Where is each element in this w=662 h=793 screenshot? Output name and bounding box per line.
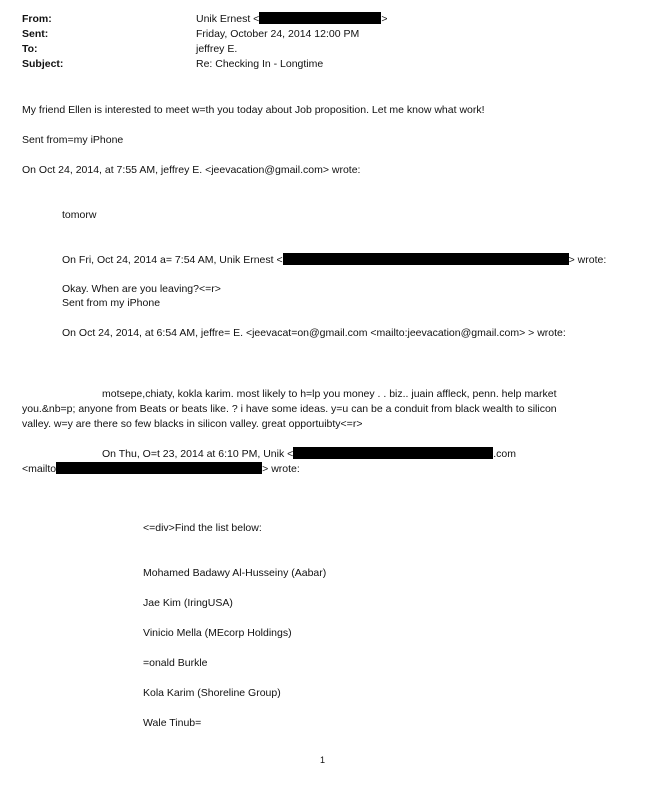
sent-from-line: Sent from=my iPhone [22, 134, 124, 146]
list-item: Vinicio Mella (MEcorp Holdings) [143, 627, 292, 639]
to-label: To: [22, 43, 38, 55]
quote-header-2-end: > wrote: [568, 254, 607, 266]
quote-header-1: On Oct 24, 2014, at 7:55 AM, jeffrey E. <jeevacation@gmail.com> wrote: [22, 164, 361, 176]
page-number: 1 [320, 755, 326, 765]
to-value: jeffrey E. [196, 43, 238, 55]
paragraph-line-2: you.&nb=p; anyone from Beats or beats like. ? i have some ideas. y=u can be a conduit from black wealth to silicon [22, 403, 557, 415]
from-bracket: > [381, 13, 388, 25]
tomorw-line: tomorw [62, 209, 97, 221]
subject-value: Re: Checking In - Longtime [196, 58, 324, 70]
from-value [196, 12, 387, 26]
list-item: Mohamed Badawy Al-Husseiny (Aabar) [143, 567, 327, 579]
redaction-bar [283, 253, 569, 265]
quote-header-4-start: On Thu, O=t 23, 2014 at 6:10 PM, Unik < [102, 448, 294, 460]
quote-header-4 [102, 447, 516, 461]
mailto-end: > wrote: [262, 463, 300, 475]
quote-header-4-end: .com [493, 448, 517, 460]
from-name: Unik Ernest < [196, 13, 260, 25]
sent-from-iphone-line: Sent from my iPhone [62, 297, 161, 309]
quote-header-3: On Oct 24, 2014, at 6:54 AM, jeffre= E. <jeevacat=on@gmail.com <mailto:jeevacation@gmail.com> > wrote: [62, 327, 566, 339]
redaction-bar [259, 12, 381, 24]
list-item: =onald Burkle [143, 657, 208, 669]
list-item: Jae Kim (IringUSA) [143, 597, 233, 609]
list-item: Kola Karim (Shoreline Group) [143, 687, 281, 699]
redaction-bar [56, 462, 262, 474]
okay-line: Okay. When are you leaving?<=r> [62, 283, 221, 295]
paragraph-line-3: valley. w=y are there so few blacks in silicon valley. great opportuibty<=r> [22, 418, 363, 430]
sent-label: Sent: [22, 28, 49, 40]
quote-header-2-start: On Fri, Oct 24, 2014 a= 7:54 AM, Unik Ernest < [62, 254, 283, 266]
mailto-start: <mailto [22, 463, 57, 475]
list-item: Wale Tinub= [143, 717, 202, 729]
quote-header-2 [62, 253, 606, 267]
from-label: From: [22, 13, 52, 25]
body-line-1: My friend Ellen is interested to meet w=th you today about Job proposition. Let me know what work! [22, 104, 485, 116]
div-line: <=div>Find the list below: [143, 522, 262, 534]
sent-value: Friday, October 24, 2014 12:00 PM [196, 28, 360, 40]
paragraph-line-1: motsepe,chiaty, kokla karim. most likely to h=lp you money . . biz.. juain affleck, penn. help market [102, 388, 557, 400]
mailto-line [22, 462, 300, 476]
subject-label: Subject: [22, 58, 64, 70]
redaction-bar [293, 447, 493, 459]
